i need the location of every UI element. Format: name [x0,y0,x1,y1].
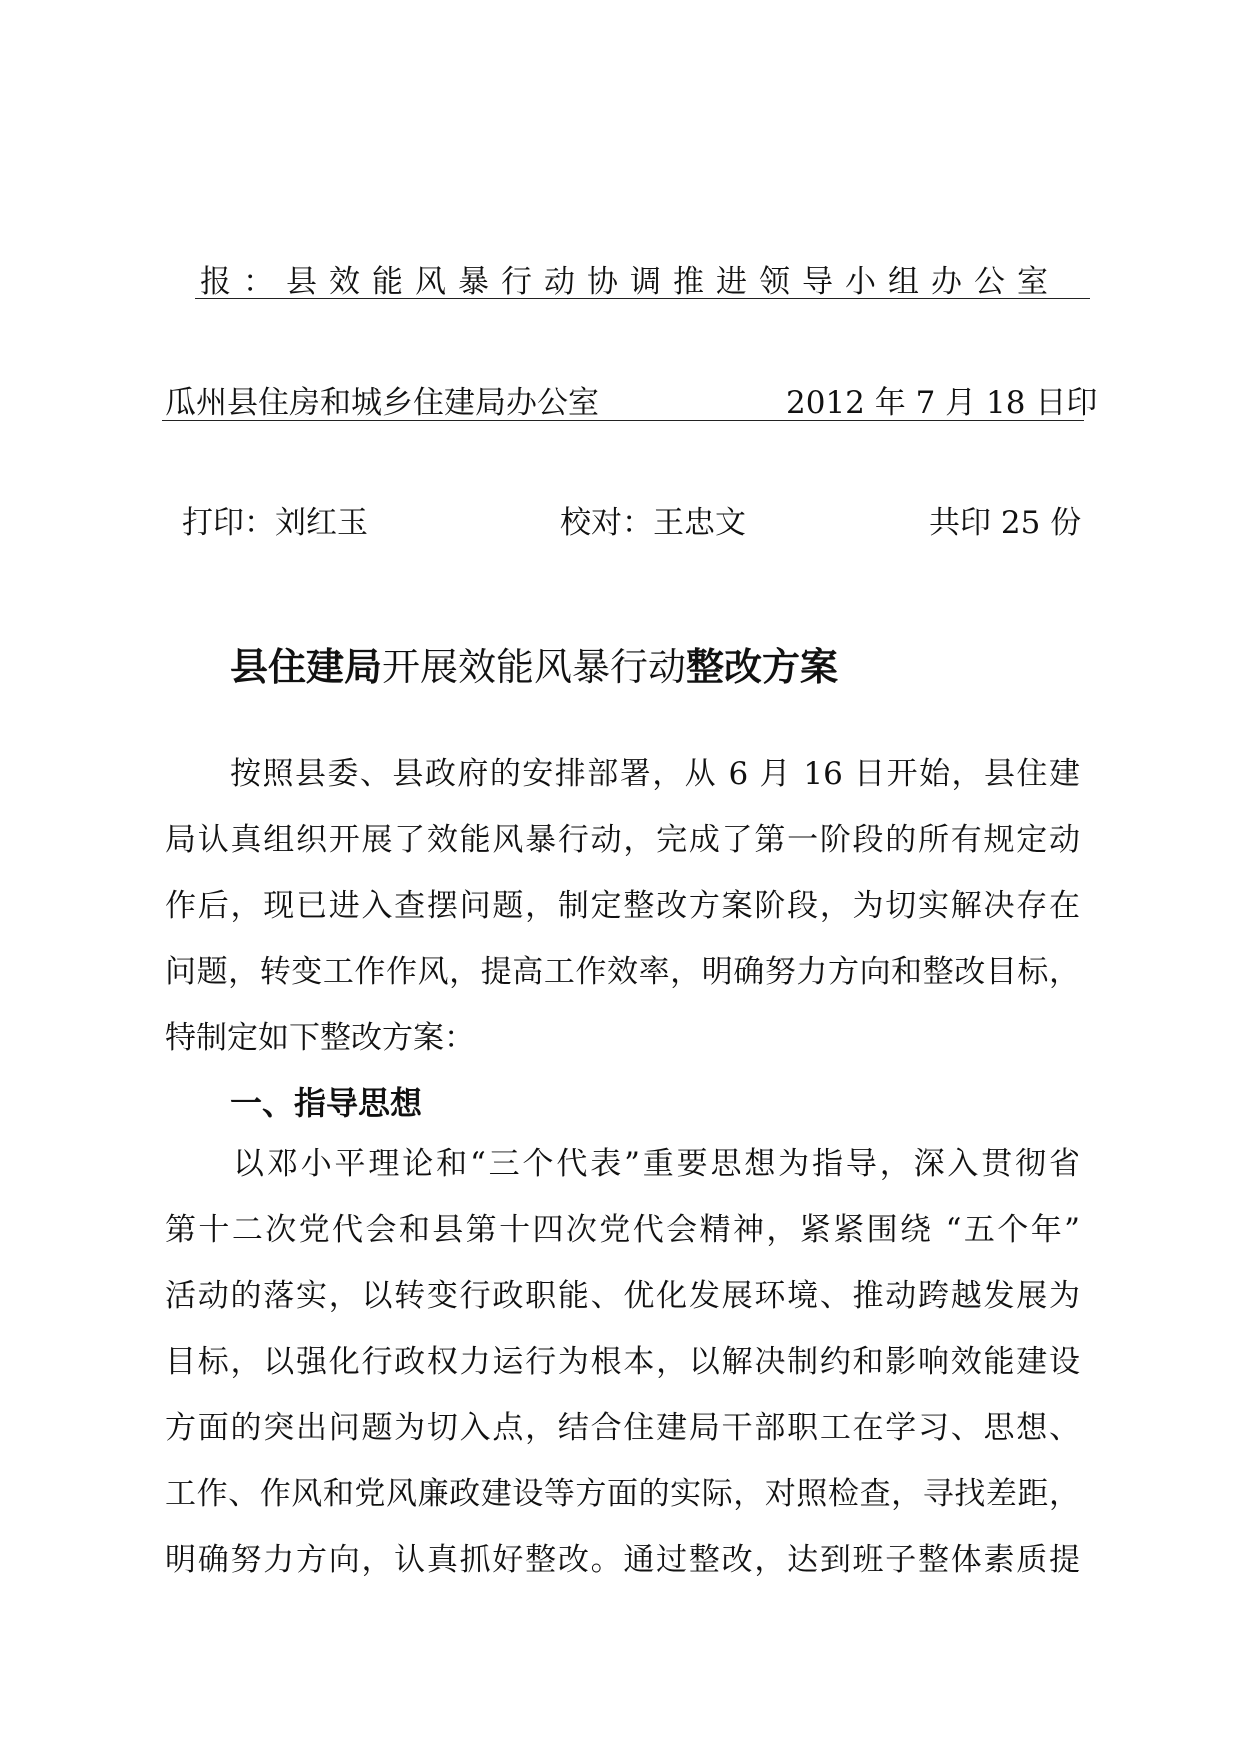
intro-line: 作后，现已进入查摆问题，制定整改方案阶段，为切实解决存在 [165,888,1080,924]
section-line: 目标，以强化行政权力运行为根本，以解决制约和影响效能建设 [165,1344,1080,1380]
issuing-office: 瓜州县住房和城乡住建局办公室 [165,385,599,421]
section-line: 以邓小平理论和“三个代表”重要思想为指导，深入贯彻省 [233,1146,1080,1182]
title-part-bold-2: 整改方案 [686,645,839,689]
title-part-bold-1: 县住建局 [230,645,383,689]
section-line: 活动的落实，以转变行政职能、优化发展环境、推动跨越发展为 [165,1278,1080,1314]
report-underline [195,298,1090,299]
report-to-line: 报：县效能风暴行动协调推进领导小组办公室 [200,264,1060,300]
proofreader-name: 校对：王忠文 [560,505,746,541]
title-part-normal: 开展效能风暴行动 [382,645,687,689]
section-line: 方面的突出问题为切入点，结合住建局干部职工在学习、思想、 [165,1410,1080,1446]
section-paragraph [165,1145,1080,1579]
office-underline [162,420,1084,421]
intro-paragraph [165,755,1080,1057]
printer-name: 打印：刘红玉 [182,505,368,541]
section-line: 工作、作风和党风廉政建设等方面的实际，对照检查，寻找差距， [165,1476,1080,1512]
intro-line: 特制定如下整改方案： [165,1020,475,1056]
intro-line: 局认真组织开展了效能风暴行动，完成了第一阶段的所有规定动 [165,822,1080,858]
section-line: 第十二次党代会和县第十四次党代会精神，紧紧围绕 “五个年” [165,1212,1080,1248]
document-title [230,636,838,691]
copies-count: 共印 25 份 [929,505,1082,541]
print-date: 2012 年 7 月 18 日印 [786,385,1098,421]
intro-line: 按照县委、县政府的安排部署，从 6 月 16 日开始，县住建 [230,756,1080,792]
intro-line: 问题，转变工作作风，提高工作效率，明确努力方向和整改目标， [165,954,1080,990]
section-heading: 一、指导思想 [230,1084,423,1122]
section-line: 明确努力方向，认真抓好整改。通过整改，达到班子整体素质提 [165,1542,1080,1578]
